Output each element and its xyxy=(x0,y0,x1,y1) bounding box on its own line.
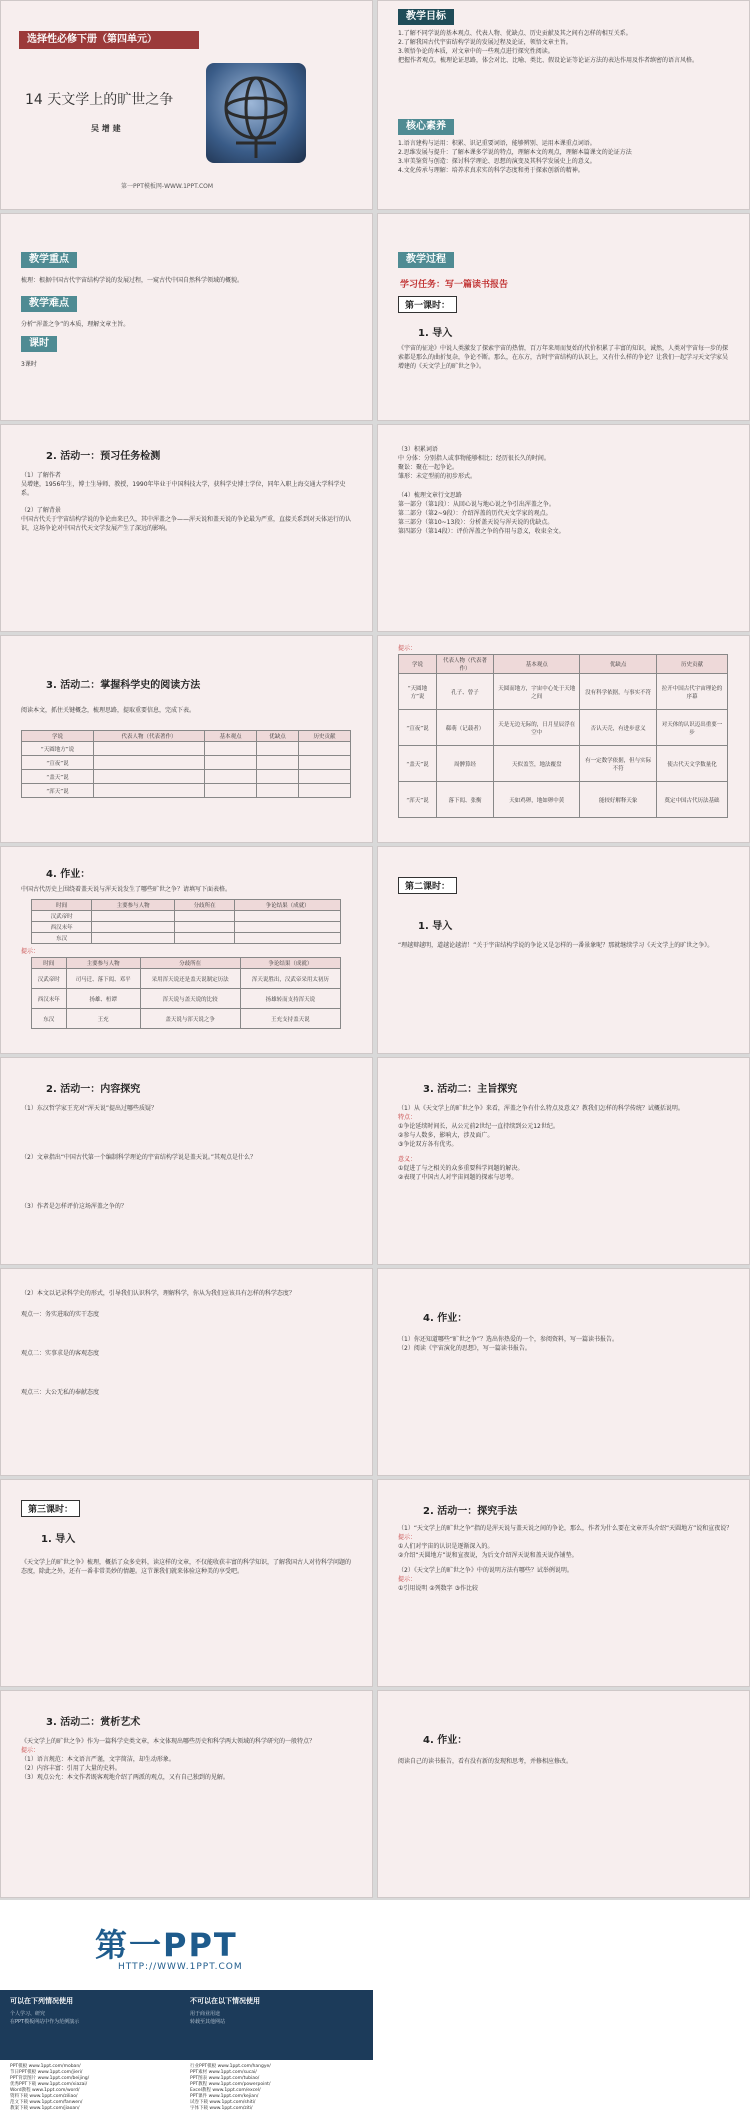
section-homework: 4. 作业： xyxy=(46,869,91,880)
section-technique: 2. 活动一：探究手法 xyxy=(423,1506,518,1517)
technique-text: （1）“天文学上的旷世之争”指的是浑天说与盖天说之间的争论，那么，作者为什么要在文章开头介绍“天圆地方”说和宣夜说？ 提示： ①人们对宇宙的认识是逐渐深入的。 ②介绍“天圆地方”说和宣夜说，为后文介绍浑天说和盖天说作铺垫。 （2）《天文学上的旷世之争》中的说明方法有哪些？试举例说明。 提示： ①引用说明 ②列数字 ③作比较 xyxy=(398,1525,733,1592)
slide-goals xyxy=(377,0,750,210)
lesson-2-title: 第二课时： xyxy=(398,877,457,894)
label-process: 教学过程 xyxy=(398,252,454,268)
table-intro: 阅读本文，抓住关键概念，梳理思路，提取重要信息，完成下表。 xyxy=(21,707,196,714)
brand-logo: 第一PPT xyxy=(95,1926,238,1964)
slide-attitude xyxy=(0,1268,373,1476)
tip-label: 提示： xyxy=(398,645,417,652)
homework-tip: 提示： xyxy=(21,948,40,955)
slide-homework-3 xyxy=(377,1690,750,1898)
link[interactable]: 资料下载 www.1ppt.com/ziliao/ xyxy=(10,2094,78,2099)
label-goals: 教学目标 xyxy=(398,9,454,25)
slide-art xyxy=(0,1690,373,1898)
intro-2-text: “理越辩越明，道越论越清！”关于宇宙结构学说的争论又是怎样的一番景象呢？那就继续学习《天文学上的旷世之争》。 xyxy=(398,942,714,949)
homework-blank-table: 时间 主要参与人物 分歧所在 争论结果（成就） 汉武帝时 西汉末年 东汉 xyxy=(31,899,341,944)
slide-table-answer xyxy=(377,635,750,843)
slide-preview xyxy=(0,424,373,632)
intro-3-text: 《天文学上的旷世之争》梳理，概括了众多史料，读这样的文章，不仅能收获丰富的科学知识，了解我国古人对待科学问题的态度，除此之外，还有一番非常美妙的情趣。这节课我们就来体验这种美的享受吧。 xyxy=(21,1559,352,1575)
link[interactable]: 优秀PPT下载 www.1ppt.com/xiazai/ xyxy=(10,2082,88,2087)
slide-theme-explore xyxy=(377,1057,750,1265)
section-art: 3. 活动二：赏析艺术 xyxy=(46,1717,141,1728)
homework-text: 中国古代历史上围绕着盖天说与浑天说发生了哪些旷世之争？请填写下面表格。 xyxy=(21,886,232,893)
unit-banner: 选择性必修下册（第四单元） xyxy=(19,31,199,49)
slide-process xyxy=(377,213,750,421)
answer-table: 学说 代表人物（代表著作） 基本观点 优缺点 历史贡献 “天圆地方”说 孔子、曾子 天圆而地方，宇宙中心处于天地之间 没有科学依据，与事实不符 拉开中国古代宇宙理论的序幕 “宣夜”说 郗萌（记载者） 天是无边无际的，日月星辰浮在空中 否认天壳，有进步意义 对天体的认识迈出重要一步 “盖天”说 周髀算经 天似盖笠，地法覆盘 有一定数学依据，但与实际不符 使古代天文学数量化 “浑天”说 落下闳、张衡 天如鸡卵，地如卵中黄 能较好解释天象 奠定中国古代历法基础 xyxy=(398,654,728,818)
link[interactable]: Excel教程 www.1ppt.com/excel/ xyxy=(190,2088,261,2093)
homework-2-text: （1）你还知道哪些“旷世之争”？选出你热爱的一个，参阅资料，写一篇读书报告。 （2）阅读《宇宙演化的思想》，写一篇读书报告。 xyxy=(398,1336,619,1352)
preview-text: （1）了解作者 吴增建，1956年生，博士生导师、教授，1990年毕业于中国科技大学，获科学史博士学位，同年入职上海交通大学科学史系。 （2）了解背景 中国古代关于宇宙结构学说的争论由来已久，其中浑盖之争——浑天说和盖天说的争论最为严重，直接关系到对天体运行的认识，这场争论对中国古代天文学发展产生了深远的影响。 xyxy=(21,472,352,532)
template-footer: 第一PPT模板网-WWW.1PPT.COM xyxy=(121,183,214,190)
core-list: 1.语言建构与运用：积累、识记重要词语，能够辨别、运用本课重点词语。 2.思维发展与提升：了解本课多学说的特点，理解本文的观点，理解本篇课文的论证方法 3.审美鉴赏与创造：探讨科学理论、思想的演变及其科学发展史上的意义。 4.文化传承与理解：培养求真求实的科学态度和勇于探索创新的精神。 xyxy=(398,140,632,174)
section-homework-2: 4. 作业： xyxy=(423,1313,468,1324)
link[interactable]: 教案下载 www.1ppt.com/jiaoan/ xyxy=(10,2106,80,2111)
author: 吴 增 建 xyxy=(91,124,121,133)
link[interactable]: 节日PPT模板 www.1ppt.com/jieri/ xyxy=(10,2070,83,2075)
link[interactable]: 范文下载 www.1ppt.com/fanwen/ xyxy=(10,2100,83,2105)
key-text: 梳理：根据中国古代宇宙结构学说的发展过程，一窥古代中国自然科学领域的概貌。 xyxy=(21,277,244,284)
lesson-3-title: 第三课时： xyxy=(21,1500,80,1517)
link[interactable]: PPT教程 www.1ppt.com/powerpoint/ xyxy=(190,2082,271,2087)
link[interactable]: Word教程 www.1ppt.com/word/ xyxy=(10,2088,80,2093)
slide-table-task xyxy=(0,635,373,843)
theme-text: （1）从《天文学上的旷世之争》来看，浑盖之争有什么特点及意义？教我们怎样的科学传统？试概括说明。 特点： ①争论延续时间长，从公元前2世纪一直持续到公元12世纪。 ②参与人数多，影响大，涉及面广。 ③争论双方各有优劣。 意义： ①促进了与之相关的众多重要科学问题的解决。 ②表现了中国古人对宇宙问题的探索与思考。 xyxy=(398,1105,684,1181)
attitude-text: （2）本文以记录科学史的形式，引导我们认识科学，理解科学，你从为我们应该具有怎样的科学态度？ 观点一：务实进取的实干态度 观点二：实事求是的客观态度 观点三：大公无私的奉献态度 xyxy=(21,1290,295,1396)
slide-content-explore xyxy=(0,1057,373,1265)
section-intro-3: 1. 导入 xyxy=(41,1534,76,1545)
label-difficult: 教学难点 xyxy=(21,296,77,312)
link[interactable]: PPT背景图片 www.1ppt.com/beijing/ xyxy=(10,2076,90,2081)
section-homework-3: 4. 作业： xyxy=(423,1735,468,1746)
lesson-title: 14 天文学上的旷世之争 xyxy=(25,92,174,108)
link[interactable]: PPT模板 www.1ppt.com/moban/ xyxy=(10,2064,81,2069)
label-key: 教学重点 xyxy=(21,252,77,268)
slide-lesson-2 xyxy=(377,846,750,1054)
usage-band: 可以在下列情况使用 个人学习、研究 在PPT模板网站中作为范例演示 不可以在以下情况使用 用于商业用途 转载至其他网站 xyxy=(0,1990,373,2060)
label-core: 核心素养 xyxy=(398,119,454,135)
section-reading-method: 3. 活动二：掌握科学史的阅读方法 xyxy=(46,680,201,691)
intro-text: 《宇宙的征途》中说人类激发了探索宇宙的热情，百万年来周而复始的代价积累了丰富的知识，诚然，人类对宇宙每一步的探索都是那么的曲折复杂，争论不断。那么，在东方，古时宇宙结构的认识上，又有什么样的争论？让我们一起学习天文学家吴增建的《天文学上的旷世之争》。 xyxy=(398,345,729,370)
link[interactable]: PPT图表 www.1ppt.com/tubiao/ xyxy=(190,2076,260,2081)
section-preview: 2. 活动一：预习任务检测 xyxy=(46,451,161,462)
slide-homework-2 xyxy=(377,1268,750,1476)
slide-technique xyxy=(377,1479,750,1687)
homework-answer-table: 时间 主要参与人物 分歧所在 争论结果（成就） 汉武帝时 司马迁、落下闳、邓平 采用浑天说还是盖天说制定历法 浑天说胜出，汉武帝采用太初历 西汉末年 扬雄、桓谭 浑天说与盖天说的比较 扬雄转而支持浑天说 东汉 王充 盖天说与浑天说之争 王充支持盖天说 xyxy=(31,957,341,1029)
section-theme: 3. 活动二：主旨探究 xyxy=(423,1084,518,1095)
homework-3-text: 阅读自己的读书报告，看有没有新的发现和思考，并修相应修改。 xyxy=(398,1758,573,1765)
armillary-sphere-image xyxy=(206,63,306,163)
link[interactable]: 行业PPT模板 www.1ppt.com/hangye/ xyxy=(190,2064,271,2069)
slide-homework-1 xyxy=(0,846,373,1054)
task-title: 学习任务：写一篇读书报告 xyxy=(400,280,509,290)
hours-text: 3课时 xyxy=(21,361,37,368)
section-intro: 1. 导入 xyxy=(418,328,453,339)
brand-url[interactable]: HTTP://WWW.1PPT.COM xyxy=(118,1962,243,1972)
section-intro-2: 1. 导入 xyxy=(418,921,453,932)
art-text: 《天文学上的旷世之争》作为一篇科学史类文章，本文体现出哪些历史和科学两大领域的科学研究的一般特点？ 提示： （1）语言规范：本文语言严谨，文字简洁，却生动形象。 （2）内容丰富：引用了大量的史料。 （3）观点公允：本文作者既客观地介绍了两派的观点，又有自己独到的见解。 xyxy=(21,1738,316,1781)
link[interactable]: PPT素材 www.1ppt.com/sucai/ xyxy=(190,2070,257,2075)
link[interactable]: 字体下载 www.1ppt.com/ziti/ xyxy=(190,2106,253,2111)
section-content: 2. 活动一：内容探究 xyxy=(46,1084,141,1095)
promo-page xyxy=(0,1900,750,2114)
link-list xyxy=(0,2060,373,2114)
slide-title xyxy=(0,0,373,210)
goals-list: 1.了解不同学说的基本观点、代表人物、优缺点、历史贡献及其之间有怎样的相互关系。 2.了解我国古代宇宙结构学说的发展过程及论证，领悟文章主旨。 3.领悟争论的本质，对文章中的一些观点进行探究性阅读。 把握作者观点，梳理论证思路，体会对比、比喻、类比、假设论证等论证方法的表达作用及作者缜密的语言风格。 xyxy=(398,30,699,64)
slide-keypoints xyxy=(0,213,373,421)
blank-table: 学说 代表人物（代表著作） 基本观点 优缺点 历史贡献 “天圆地方”说 “宣夜”说 “盖天”说 “浑天”说 xyxy=(21,730,351,798)
slide-lesson-3 xyxy=(0,1479,373,1687)
difficult-text: 分析“浑盖之争”的本质，理解文章主旨。 xyxy=(21,321,130,328)
link[interactable]: 试卷下载 www.1ppt.com/shiti/ xyxy=(190,2100,256,2105)
link[interactable]: PPT课件 www.1ppt.com/kejian/ xyxy=(190,2094,259,2099)
slide-vocab xyxy=(377,424,750,632)
content-text: （1）东汉哲学家王充对“浑天说”提出过哪些质疑？ （2）文章指出“中国古代第一个编制科学理论的宇宙结构学说是盖天说。”其观点是什么？ （3）作者是怎样评价这场浑盖之争的？ xyxy=(21,1105,257,1210)
label-hours: 课时 xyxy=(21,336,57,352)
vocab-text: （3）积累词语 中 分体：分别指人或事物能够相比；经历很长久的时间。 聚讼：聚在一起争论。 雏形：未定型前的初步形式。 （4）梳理文章行文思路 第一部分（第1段）：从回心说与地心说之争引出浑盖之争。 第二部分（第2~9段）：介绍浑盖的历代天文学家的观点。 第三部分（第10~13段）：分析盖天说与浑天说的优缺点。 第四部分（第14段）：评价浑盖之争的作用与意义，收束全文。 xyxy=(398,446,565,535)
lesson-1-title: 第一课时： xyxy=(398,296,457,313)
